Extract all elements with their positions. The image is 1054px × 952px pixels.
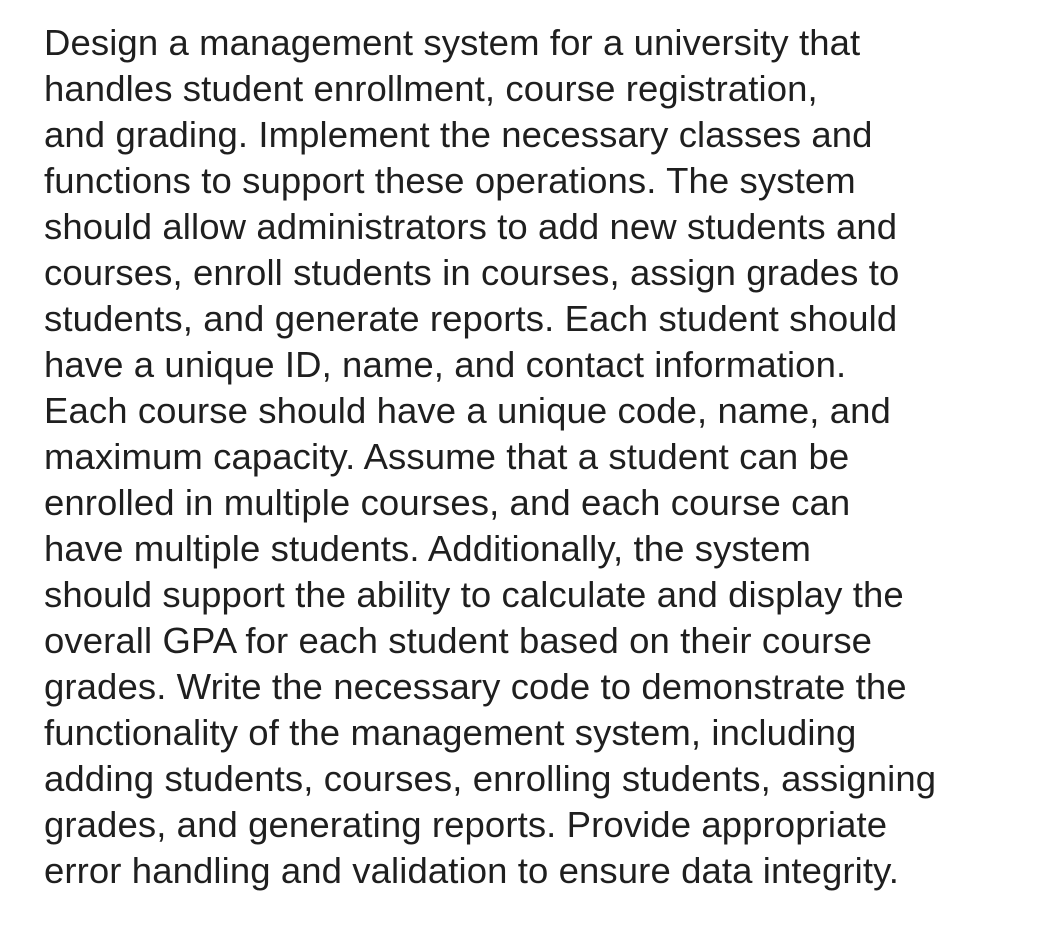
text-line: should support the ability to calculate and display the [44, 574, 904, 615]
text-line: and grading. Implement the necessary classes and [44, 114, 873, 155]
text-line: have a unique ID, name, and contact information. [44, 344, 847, 385]
text-line: students, and generate reports. Each student should [44, 298, 898, 339]
text-line: grades, and generating reports. Provide appropriate [44, 804, 888, 845]
text-line: functionality of the management system, including [44, 712, 857, 753]
text-line: courses, enroll students in courses, assign grades to [44, 252, 900, 293]
text-line: functions to support these operations. The system [44, 160, 856, 201]
problem-statement [44, 20, 1044, 894]
text-line: should allow administrators to add new students and [44, 206, 898, 247]
text-line: adding students, courses, enrolling students, assigning [44, 758, 937, 799]
text-line: maximum capacity. Assume that a student can be [44, 436, 850, 477]
text-line: grades. Write the necessary code to demonstrate the [44, 666, 907, 707]
text-line: Each course should have a unique code, name, and [44, 390, 891, 431]
text-line: Design a management system for a university that [44, 22, 861, 63]
text-line: enrolled in multiple courses, and each course can [44, 482, 851, 523]
text-line: error handling and validation to ensure data integrity. [44, 850, 899, 891]
text-line: have multiple students. Additionally, the system [44, 528, 811, 569]
text-line: handles student enrollment, course registration, [44, 68, 818, 109]
text-line: overall GPA for each student based on their course [44, 620, 873, 661]
